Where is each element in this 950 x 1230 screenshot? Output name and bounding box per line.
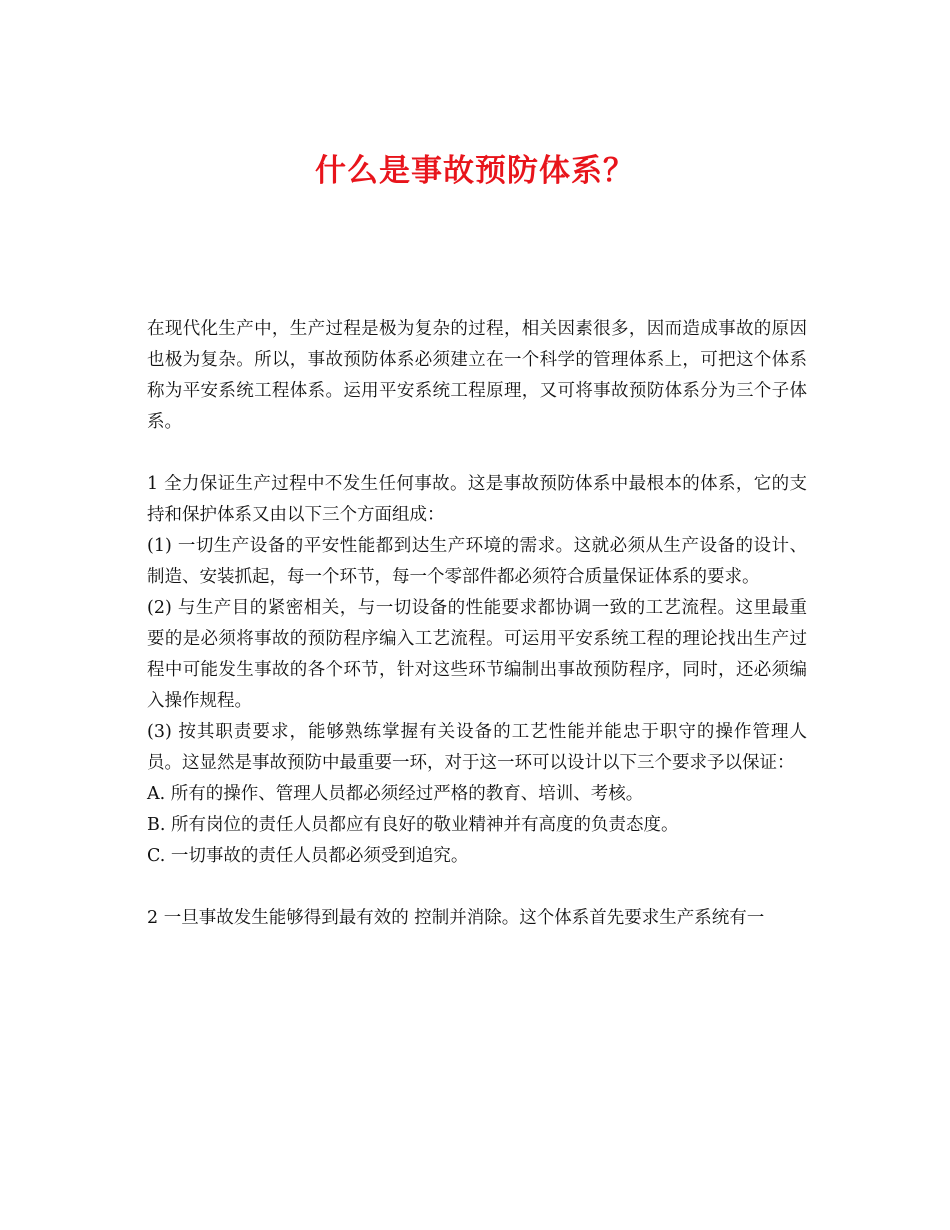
intro-paragraph: 在现代化生产中，生产过程是极为复杂的过程，相关因素很多，因而造成事故的原因也极为复杂。所以，事故预防体系必须建立在一个科学的管理体系上，可把这个体系称为平安系统工程体系。运用平安系统工程原理，又可将事故预防体系分为三个子体系。 [147,319,807,432]
document-body [147,314,807,934]
paragraph-spacer [147,438,807,469]
section-1-subitem-b: B. 所有岗位的责任人员都应有良好的敬业精神并有高度的负责态度。 [147,815,679,835]
section-1-item-3: (3) 按其职责要求，能够熟练掌握有关设备的工艺性能并能忠于职守的操作管理人员。这显然是事故预防中最重要一环，对于这一环可以设计以下三个要求予以保证： [147,722,807,773]
section-1-item-1: (1) 一切生产设备的平安性能都到达生产环境的需求。这就必须从生产设备的设计、制造、安装抓起，每一个环节，每一个零部件都必须符合质量保证体系的要求。 [147,536,807,587]
section-2-heading: 2 一旦事故发生能够得到最有效的 控制并消除。这个体系首先要求生产系统有一 [147,908,765,928]
section-1-subitem-c: C. 一切事故的责任人员都必须受到追究。 [147,846,469,866]
section-1-heading: 1 全力保证生产过程中不发生任何事故。这是事故预防体系中最根本的体系，它的支持和保护体系又由以下三个方面组成： [147,474,807,525]
section-1-subitem-a: A. 所有的操作、管理人员都必须经过严格的教育、培训、考核。 [147,784,644,804]
paragraph-spacer [147,872,807,903]
section-1-item-2: (2) 与生产目的紧密相关，与一切设备的性能要求都协调一致的工艺流程。这里最重要的是必须将事故的预防程序编入工艺流程。可运用平安系统工程的理论找出生产过程中可能发生事故的各个环节，针对这些环节编制出事故预防程序，同时，还必须编入操作规程。 [147,598,807,711]
page-title: 什么是事故预防体系？ [315,152,635,189]
